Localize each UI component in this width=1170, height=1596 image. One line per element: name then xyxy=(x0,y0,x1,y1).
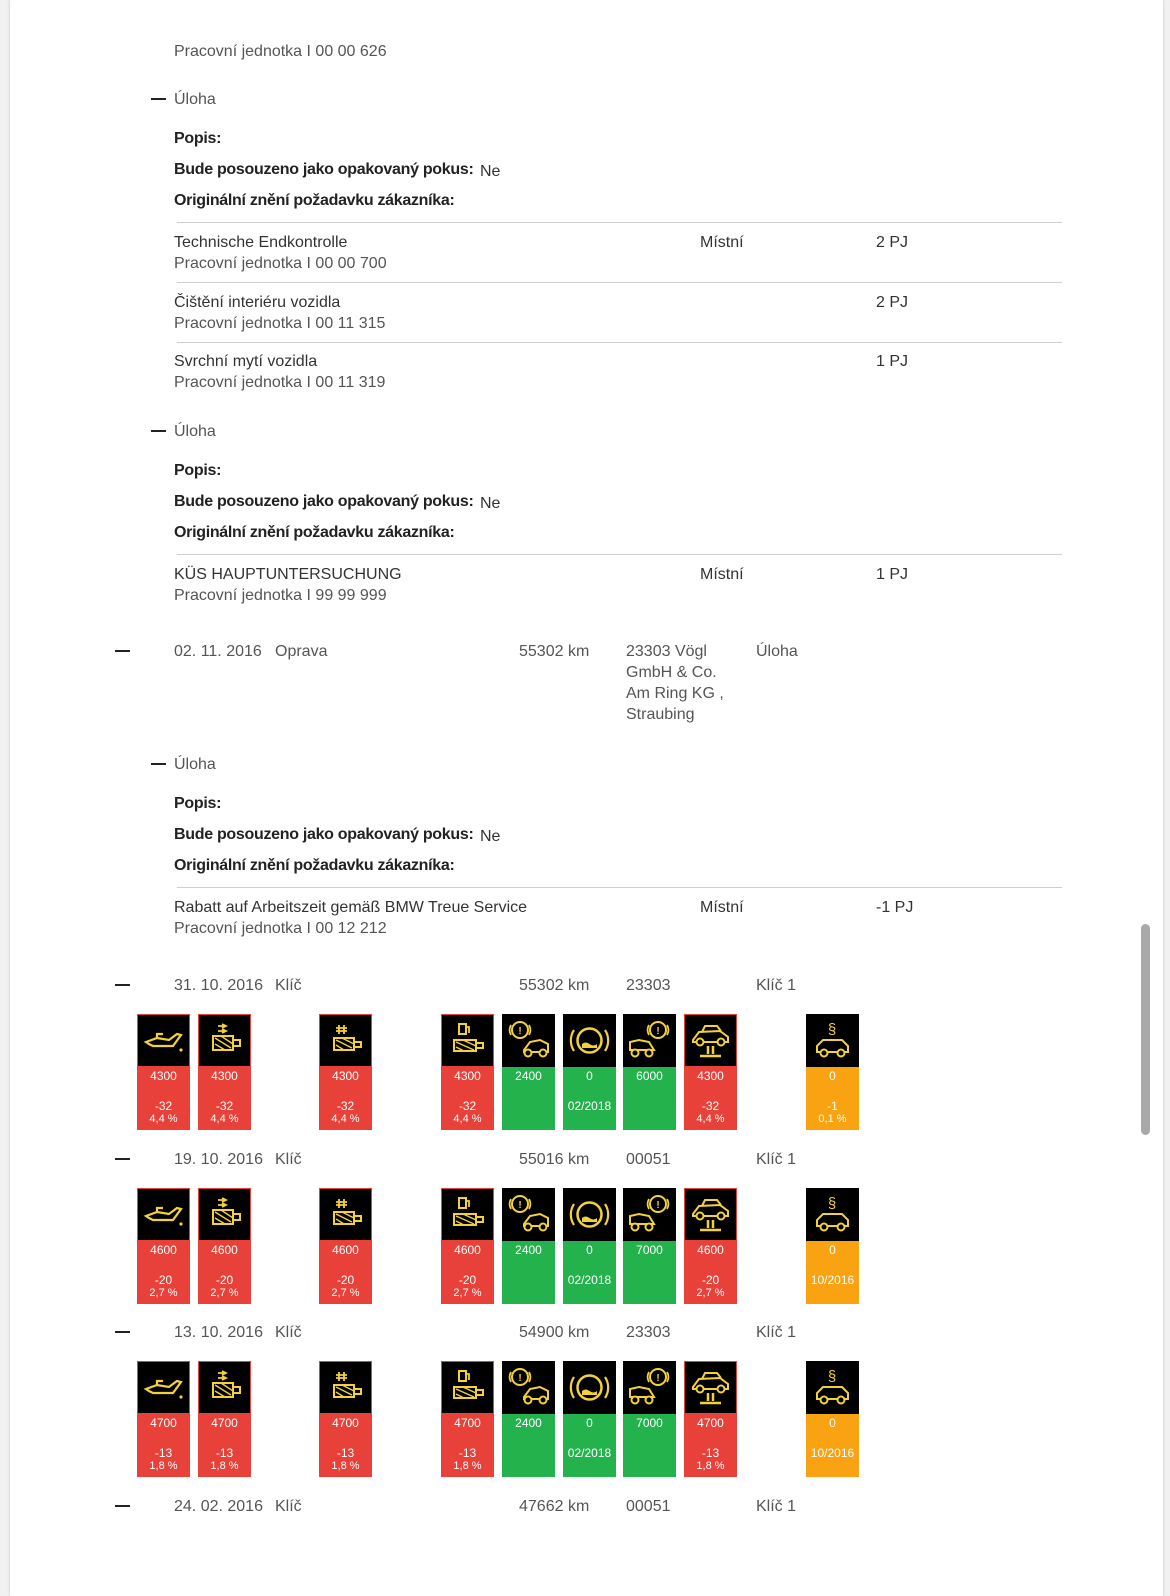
item-name: Rabatt auf Arbeitszeit gemäß BMW Treue Service xyxy=(174,899,528,916)
entry-km: 55302 km xyxy=(519,977,590,994)
entry-date: 02. 11. 2016 xyxy=(174,643,262,660)
tile-icon-area xyxy=(502,1361,555,1414)
divider xyxy=(177,554,1062,555)
tile-values xyxy=(441,1241,494,1304)
engine-filter-icon xyxy=(204,1367,245,1408)
tile-remaining: 4300 xyxy=(454,1069,481,1083)
service-history-page xyxy=(10,0,1163,1596)
service-tile xyxy=(684,1361,737,1477)
task-label[interactable]: Úloha xyxy=(174,756,216,773)
svg-text:!: ! xyxy=(518,1200,522,1211)
entry-key: Klíč 1 xyxy=(756,977,797,994)
tile-values xyxy=(806,1067,859,1130)
tile-delta: -1 xyxy=(827,1099,838,1113)
repeat-value: Ne xyxy=(480,495,501,512)
service-tile xyxy=(623,1188,676,1304)
tile-values xyxy=(319,1241,372,1304)
tile-delta: 10/2016 xyxy=(810,1273,855,1287)
tile-percent: 1,8 % xyxy=(210,1460,239,1472)
oil-can-icon xyxy=(143,1020,184,1061)
original-request-label: Originální znění požadavku zákazníka: xyxy=(174,524,455,541)
tile-remaining: 4700 xyxy=(697,1416,724,1430)
description-label: Popis: xyxy=(174,795,222,812)
tile-values xyxy=(137,1241,190,1304)
entry-dealer: 23303 xyxy=(626,977,671,994)
rear-brake-icon xyxy=(629,1367,670,1408)
item-pj: 2 PJ xyxy=(876,294,909,311)
legal-inspection-icon xyxy=(812,1194,853,1235)
entry-type: Klíč xyxy=(275,977,302,994)
entry-type: Klíč xyxy=(275,1151,302,1168)
tile-remaining: 0 xyxy=(829,1069,836,1083)
fuel-filter-icon xyxy=(447,1020,488,1061)
service-tile xyxy=(441,1361,494,1477)
item-name: Čištění interiéru vozidla xyxy=(174,294,341,311)
tile-values xyxy=(198,1067,251,1130)
entry-km: 47662 km xyxy=(519,1498,590,1515)
tile-values xyxy=(198,1241,251,1304)
engine-filter-icon xyxy=(204,1020,245,1061)
tile-icon-area xyxy=(319,1361,372,1414)
entry-date: 31. 10. 2016 xyxy=(174,977,263,994)
repeat-label: Bude posouzeno jako opakovaný pokus: xyxy=(174,826,474,843)
entry-dealer-line: 23303 Vögl xyxy=(626,643,707,660)
tile-icon-area xyxy=(623,1014,676,1067)
tile-remaining: 4300 xyxy=(150,1069,177,1083)
tile-percent: 4,4 % xyxy=(696,1113,725,1125)
service-tile xyxy=(806,1361,859,1477)
tile-icon-area xyxy=(319,1188,372,1241)
legal-inspection-icon xyxy=(812,1020,853,1061)
tile-delta: 02/2018 xyxy=(567,1099,612,1113)
fuel-filter-icon xyxy=(447,1367,488,1408)
item-place: Místní xyxy=(700,566,744,583)
tile-values xyxy=(563,1414,616,1477)
entry-key: Klíč 1 xyxy=(756,1151,797,1168)
tile-remaining: 4300 xyxy=(697,1069,724,1083)
tile-icon-area xyxy=(441,1014,494,1067)
tile-values xyxy=(502,1067,555,1130)
service-tile xyxy=(563,1188,616,1304)
tile-remaining: 4600 xyxy=(332,1243,359,1257)
tile-values xyxy=(441,1414,494,1477)
entry-type: Klíč xyxy=(275,1324,302,1341)
tile-icon-area xyxy=(563,1361,616,1414)
tile-icon-area xyxy=(137,1361,190,1414)
tile-delta: -20 xyxy=(458,1273,477,1287)
tile-remaining: 0 xyxy=(586,1416,593,1430)
service-tile xyxy=(319,1361,372,1477)
collapse-icon[interactable] xyxy=(115,1331,130,1333)
tile-delta: -32 xyxy=(154,1099,173,1113)
repeat-label: Bude posouzeno jako opakovaný pokus: xyxy=(174,493,474,510)
tile-percent: 2,7 % xyxy=(331,1287,360,1299)
tile-percent: 2,7 % xyxy=(210,1287,239,1299)
job-unit: Pracovní jednotka I 00 00 626 xyxy=(174,43,387,60)
tile-remaining: 4600 xyxy=(211,1243,238,1257)
svg-text:!: ! xyxy=(518,1026,522,1037)
rear-brake-icon xyxy=(629,1194,670,1235)
tile-values xyxy=(319,1414,372,1477)
tile-remaining: 0 xyxy=(586,1069,593,1083)
brake-fluid-icon xyxy=(569,1367,610,1408)
tile-values xyxy=(198,1414,251,1477)
item-unit: Pracovní jednotka I 00 11 319 xyxy=(174,374,386,391)
entry-dealer-line: Am Ring KG , xyxy=(626,685,724,702)
tile-values xyxy=(502,1241,555,1304)
tile-values xyxy=(441,1067,494,1130)
item-pj: 1 PJ xyxy=(876,353,909,370)
tile-icon-area xyxy=(502,1188,555,1241)
service-tile xyxy=(319,1188,372,1304)
tile-icon-area xyxy=(137,1188,190,1241)
item-unit: Pracovní jednotka I 00 12 212 xyxy=(174,920,387,937)
service-tile xyxy=(684,1188,737,1304)
tile-remaining: 4700 xyxy=(332,1416,359,1430)
tile-remaining: 0 xyxy=(829,1243,836,1257)
entry-key: Klíč 1 xyxy=(756,1324,797,1341)
tile-values xyxy=(623,1067,676,1130)
entry-dealer-line: Straubing xyxy=(626,706,695,723)
tile-percent: 1,8 % xyxy=(696,1460,725,1472)
task-label[interactable]: Úloha xyxy=(174,423,216,440)
rear-brake-icon xyxy=(629,1020,670,1061)
tile-remaining: 4600 xyxy=(697,1243,724,1257)
tile-percent: 4,4 % xyxy=(453,1113,482,1125)
service-tile xyxy=(684,1014,737,1130)
tile-icon-area xyxy=(319,1014,372,1067)
original-request-label: Originální znění požadavku zákazníka: xyxy=(174,192,455,209)
entry-dealer: 23303 xyxy=(626,1324,671,1341)
svg-text:§: § xyxy=(827,1021,837,1038)
tile-remaining: 4300 xyxy=(211,1069,238,1083)
service-tile xyxy=(319,1014,372,1130)
entry-dealer: 00051 xyxy=(626,1151,671,1168)
oil-can-icon xyxy=(143,1194,184,1235)
entry-date: 19. 10. 2016 xyxy=(174,1151,263,1168)
service-tile xyxy=(137,1361,190,1477)
tile-icon-area xyxy=(137,1014,190,1067)
tile-remaining: 4700 xyxy=(454,1416,481,1430)
service-tile xyxy=(623,1014,676,1130)
item-place: Místní xyxy=(700,234,744,251)
tile-icon-area xyxy=(563,1014,616,1067)
service-tile xyxy=(441,1014,494,1130)
item-pj: 2 PJ xyxy=(876,234,909,251)
entry-km: 54900 km xyxy=(519,1324,590,1341)
divider xyxy=(177,342,1062,343)
front-brake-icon xyxy=(508,1367,549,1408)
tile-percent: 2,7 % xyxy=(149,1287,178,1299)
tile-remaining: 0 xyxy=(586,1243,593,1257)
front-brake-icon xyxy=(508,1020,549,1061)
tile-delta: -13 xyxy=(458,1446,477,1460)
repeat-label: Bude posouzeno jako opakovaný pokus: xyxy=(174,161,474,178)
collapse-icon[interactable] xyxy=(151,430,166,432)
tile-remaining: 0 xyxy=(829,1416,836,1430)
entry-dealer: 00051 xyxy=(626,1498,671,1515)
tile-values xyxy=(623,1241,676,1304)
tile-delta: -13 xyxy=(701,1446,720,1460)
tile-icon-area xyxy=(623,1188,676,1241)
fuel-filter-icon xyxy=(447,1194,488,1235)
cabin-filter-icon xyxy=(325,1367,366,1408)
tile-delta: -20 xyxy=(215,1273,234,1287)
cabin-filter-icon xyxy=(325,1020,366,1061)
repeat-value: Ne xyxy=(480,828,501,845)
tile-values xyxy=(806,1414,859,1477)
tile-delta: 02/2018 xyxy=(567,1273,612,1287)
collapse-icon[interactable] xyxy=(115,1158,130,1160)
collapse-icon[interactable] xyxy=(151,763,166,765)
tile-delta: 10/2016 xyxy=(810,1446,855,1460)
service-tile xyxy=(563,1361,616,1477)
service-tile xyxy=(623,1361,676,1477)
item-name: Svrchní mytí vozidla xyxy=(174,353,318,370)
item-pj: 1 PJ xyxy=(876,566,909,583)
tile-values xyxy=(623,1414,676,1477)
divider xyxy=(177,222,1062,223)
divider xyxy=(177,282,1062,283)
tile-percent: 4,4 % xyxy=(210,1113,239,1125)
tile-delta: -32 xyxy=(701,1099,720,1113)
tile-delta: -20 xyxy=(154,1273,173,1287)
svg-text:§: § xyxy=(827,1195,837,1212)
tile-icon-area xyxy=(806,1014,859,1067)
vehicle-check-icon xyxy=(690,1194,731,1235)
tile-icon-area xyxy=(441,1361,494,1414)
description-label: Popis: xyxy=(174,462,222,479)
item-unit: Pracovní jednotka I 99 99 999 xyxy=(174,587,387,604)
tile-values xyxy=(684,1414,737,1477)
item-unit: Pracovní jednotka I 00 11 315 xyxy=(174,315,386,332)
entry-date: 13. 10. 2016 xyxy=(174,1324,263,1341)
tile-remaining: 4600 xyxy=(454,1243,481,1257)
tile-values xyxy=(502,1414,555,1477)
collapse-icon[interactable] xyxy=(115,984,130,986)
service-tile xyxy=(502,1188,555,1304)
tile-icon-area xyxy=(806,1361,859,1414)
tile-icon-area xyxy=(502,1014,555,1067)
tile-icon-area xyxy=(198,1014,251,1067)
entry-type: Oprava xyxy=(275,643,328,660)
service-tile xyxy=(137,1188,190,1304)
tile-percent: 2,7 % xyxy=(696,1287,725,1299)
divider xyxy=(177,887,1062,888)
service-tile xyxy=(441,1188,494,1304)
vehicle-check-icon xyxy=(690,1367,731,1408)
tile-delta: -20 xyxy=(701,1273,720,1287)
tile-delta: 02/2018 xyxy=(567,1446,612,1460)
tile-values xyxy=(684,1241,737,1304)
tile-values xyxy=(684,1067,737,1130)
vehicle-check-icon xyxy=(690,1020,731,1061)
task-label[interactable]: Úloha xyxy=(174,91,216,108)
tile-remaining: 4300 xyxy=(332,1069,359,1083)
tile-icon-area xyxy=(198,1188,251,1241)
svg-text:!: ! xyxy=(656,1373,660,1384)
service-tile xyxy=(198,1014,251,1130)
collapse-icon[interactable] xyxy=(151,98,166,100)
tile-percent: 2,7 % xyxy=(453,1287,482,1299)
service-tile xyxy=(198,1188,251,1304)
description-label: Popis: xyxy=(174,130,222,147)
tile-remaining: 4700 xyxy=(211,1416,238,1430)
tile-percent: 0,1 % xyxy=(818,1113,847,1125)
service-tile xyxy=(137,1014,190,1130)
tile-icon-area xyxy=(806,1188,859,1241)
tile-icon-area xyxy=(684,1361,737,1414)
tile-icon-area xyxy=(623,1361,676,1414)
item-unit: Pracovní jednotka I 00 00 700 xyxy=(174,255,387,272)
service-tile xyxy=(502,1014,555,1130)
item-pj: -1 PJ xyxy=(876,899,914,916)
tile-values xyxy=(563,1241,616,1304)
service-tile xyxy=(806,1188,859,1304)
tile-values xyxy=(137,1067,190,1130)
front-brake-icon xyxy=(508,1194,549,1235)
tile-delta: -13 xyxy=(154,1446,173,1460)
svg-text:!: ! xyxy=(518,1373,522,1384)
tile-percent: 1,8 % xyxy=(149,1460,178,1472)
tile-remaining: 6000 xyxy=(636,1069,663,1083)
repeat-value: Ne xyxy=(480,163,501,180)
brake-fluid-icon xyxy=(569,1194,610,1235)
entry-column-task: Úloha xyxy=(756,643,798,660)
tile-percent: 4,4 % xyxy=(331,1113,360,1125)
tile-values xyxy=(806,1241,859,1304)
scrollbar-thumb[interactable] xyxy=(1141,924,1150,1135)
tile-remaining: 7000 xyxy=(636,1416,663,1430)
tile-values xyxy=(563,1067,616,1130)
tile-delta: -13 xyxy=(215,1446,234,1460)
engine-filter-icon xyxy=(204,1194,245,1235)
tile-values xyxy=(319,1067,372,1130)
tile-delta: -13 xyxy=(336,1446,355,1460)
tile-delta: -20 xyxy=(336,1273,355,1287)
entry-type: Klíč xyxy=(275,1498,302,1515)
service-tile xyxy=(806,1014,859,1130)
tile-remaining: 2400 xyxy=(515,1416,542,1430)
tile-percent: 4,4 % xyxy=(149,1113,178,1125)
tile-icon-area xyxy=(684,1188,737,1241)
oil-can-icon xyxy=(143,1367,184,1408)
legal-inspection-icon xyxy=(812,1367,853,1408)
item-name: Technische Endkontrolle xyxy=(174,234,348,251)
entry-dealer-line: GmbH & Co. xyxy=(626,664,717,681)
tile-delta: -32 xyxy=(336,1099,355,1113)
svg-text:!: ! xyxy=(656,1200,660,1211)
tile-delta: -32 xyxy=(215,1099,234,1113)
tile-percent: 1,8 % xyxy=(331,1460,360,1472)
original-request-label: Originální znění požadavku zákazníka: xyxy=(174,857,455,874)
entry-key: Klíč 1 xyxy=(756,1498,797,1515)
brake-fluid-icon xyxy=(569,1020,610,1061)
tile-percent: 1,8 % xyxy=(453,1460,482,1472)
service-tile xyxy=(563,1014,616,1130)
svg-text:§: § xyxy=(827,1368,837,1385)
collapse-icon[interactable] xyxy=(115,1505,130,1507)
tile-delta: -32 xyxy=(458,1099,477,1113)
tile-icon-area xyxy=(684,1014,737,1067)
svg-text:!: ! xyxy=(656,1026,660,1037)
tile-icon-area xyxy=(441,1188,494,1241)
tile-icon-area xyxy=(563,1188,616,1241)
tile-remaining: 4700 xyxy=(150,1416,177,1430)
cabin-filter-icon xyxy=(325,1194,366,1235)
entry-km: 55302 km xyxy=(519,643,590,660)
item-place: Místní xyxy=(700,899,744,916)
item-name: KÜS HAUPTUNTERSUCHUNG xyxy=(174,566,402,583)
tile-remaining: 2400 xyxy=(515,1243,542,1257)
tile-values xyxy=(137,1414,190,1477)
service-tile xyxy=(502,1361,555,1477)
tile-icon-area xyxy=(198,1361,251,1414)
entry-date: 24. 02. 2016 xyxy=(174,1498,263,1515)
tile-remaining: 2400 xyxy=(515,1069,542,1083)
tile-remaining: 7000 xyxy=(636,1243,663,1257)
collapse-icon[interactable] xyxy=(115,650,130,652)
tile-remaining: 4600 xyxy=(150,1243,177,1257)
entry-km: 55016 km xyxy=(519,1151,590,1168)
service-tile xyxy=(198,1361,251,1477)
